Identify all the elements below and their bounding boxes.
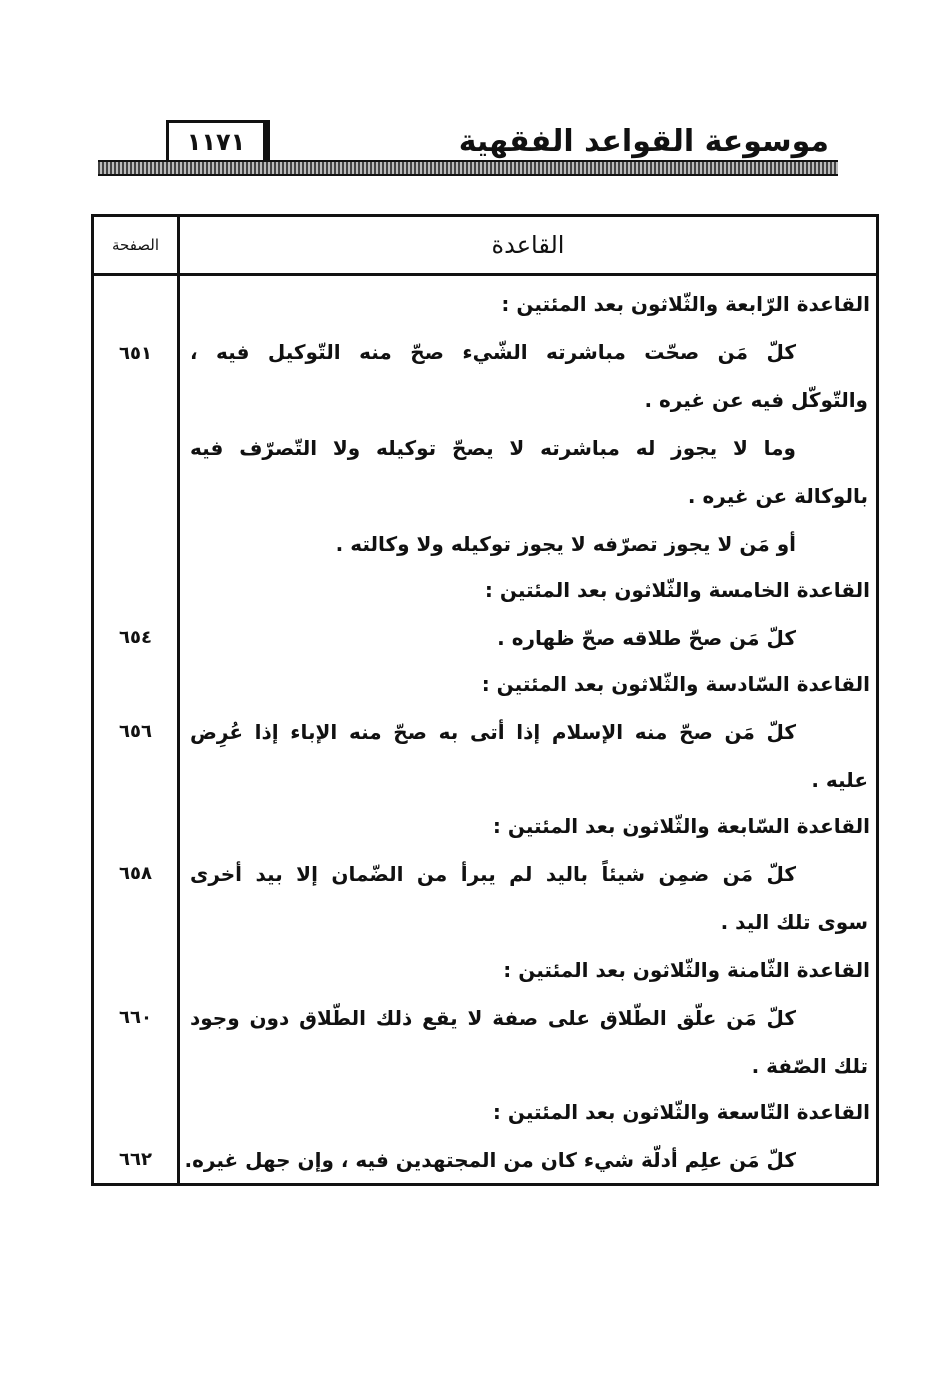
- rule-title: القاعدة السّادسة والثّلاثون بعد المئتين :: [481, 672, 870, 696]
- rule-text-line: كلّ مَن صحّت مباشرته الشّيء صحّ منه التّوكيل فيه ،: [190, 340, 796, 364]
- column-header-rule: القاعدة: [491, 231, 565, 259]
- running-header-title: موسوعة القواعد الفقهية: [458, 124, 829, 159]
- rule-text-line: كلّ مَن علِم أدلّة شيء كان من المجتهدين فيه ، وإن جهل غيره.: [184, 1148, 796, 1172]
- page-number-box: [166, 120, 270, 164]
- rule-title: القاعدة السّابعة والثّلاثون بعد المئتين :: [492, 814, 870, 838]
- rule-text-line: كلّ مَن صحّ منه الإسلام إذا أتى به صحّ منه الإباء إذا عُرِض: [190, 720, 796, 744]
- rule-text-line: سوى تلك اليد .: [720, 910, 868, 934]
- rule-title: القاعدة الخامسة والثّلاثون بعد المئتين :: [484, 578, 870, 602]
- rule-text-line: عليه .: [811, 768, 868, 792]
- rule-text-line: وما لا يجوز له مباشرته لا يصحّ توكيله ولا التّصرّف فيه: [190, 436, 796, 460]
- rule-title: القاعدة الرّابعة والثّلاثون بعد المئتين :: [501, 292, 870, 316]
- rule-text-line: والتّوكّل فيه عن غيره .: [644, 388, 868, 412]
- page-number: ١١٧١: [186, 128, 246, 156]
- page-ref: ٦٦٠: [119, 1007, 152, 1028]
- column-divider: [177, 217, 180, 1183]
- page-ref: ٦٥١: [119, 343, 152, 364]
- page-ref: ٦٥٨: [119, 863, 152, 884]
- rule-text-line: كلّ مَن ضمِن شيئاً باليد لم يبرأ من الضّمان إلا بيد أخرى: [190, 862, 796, 886]
- rule-text-line: تلك الصّفة .: [751, 1054, 868, 1078]
- page-ref: ٦٥٦: [119, 721, 152, 742]
- header-divider: [94, 273, 876, 276]
- rules-table: [91, 214, 879, 1186]
- page-ref: ٦٥٤: [119, 627, 152, 648]
- rule-text-line: أو مَن لا يجوز تصرّفه لا يجوز توكيله ولا وكالته .: [335, 532, 796, 556]
- rule-text-line: كلّ مَن علّق الطّلاق على صفة لا يقع ذلك الطّلاق دون وجود: [190, 1006, 796, 1030]
- rule-text-line: بالوكالة عن غيره .: [687, 484, 868, 508]
- rule-title: القاعدة الثّامنة والثّلاثون بعد المئتين :: [503, 958, 870, 982]
- header-rule: [98, 160, 838, 176]
- rule-text-line: كلّ مَن صحّ طلاقه صحّ ظهاره .: [497, 626, 796, 650]
- page-ref: ٦٦٢: [119, 1149, 152, 1170]
- column-header-page: الصفحة: [111, 236, 160, 254]
- rule-title: القاعدة التّاسعة والثّلاثون بعد المئتين :: [492, 1100, 870, 1124]
